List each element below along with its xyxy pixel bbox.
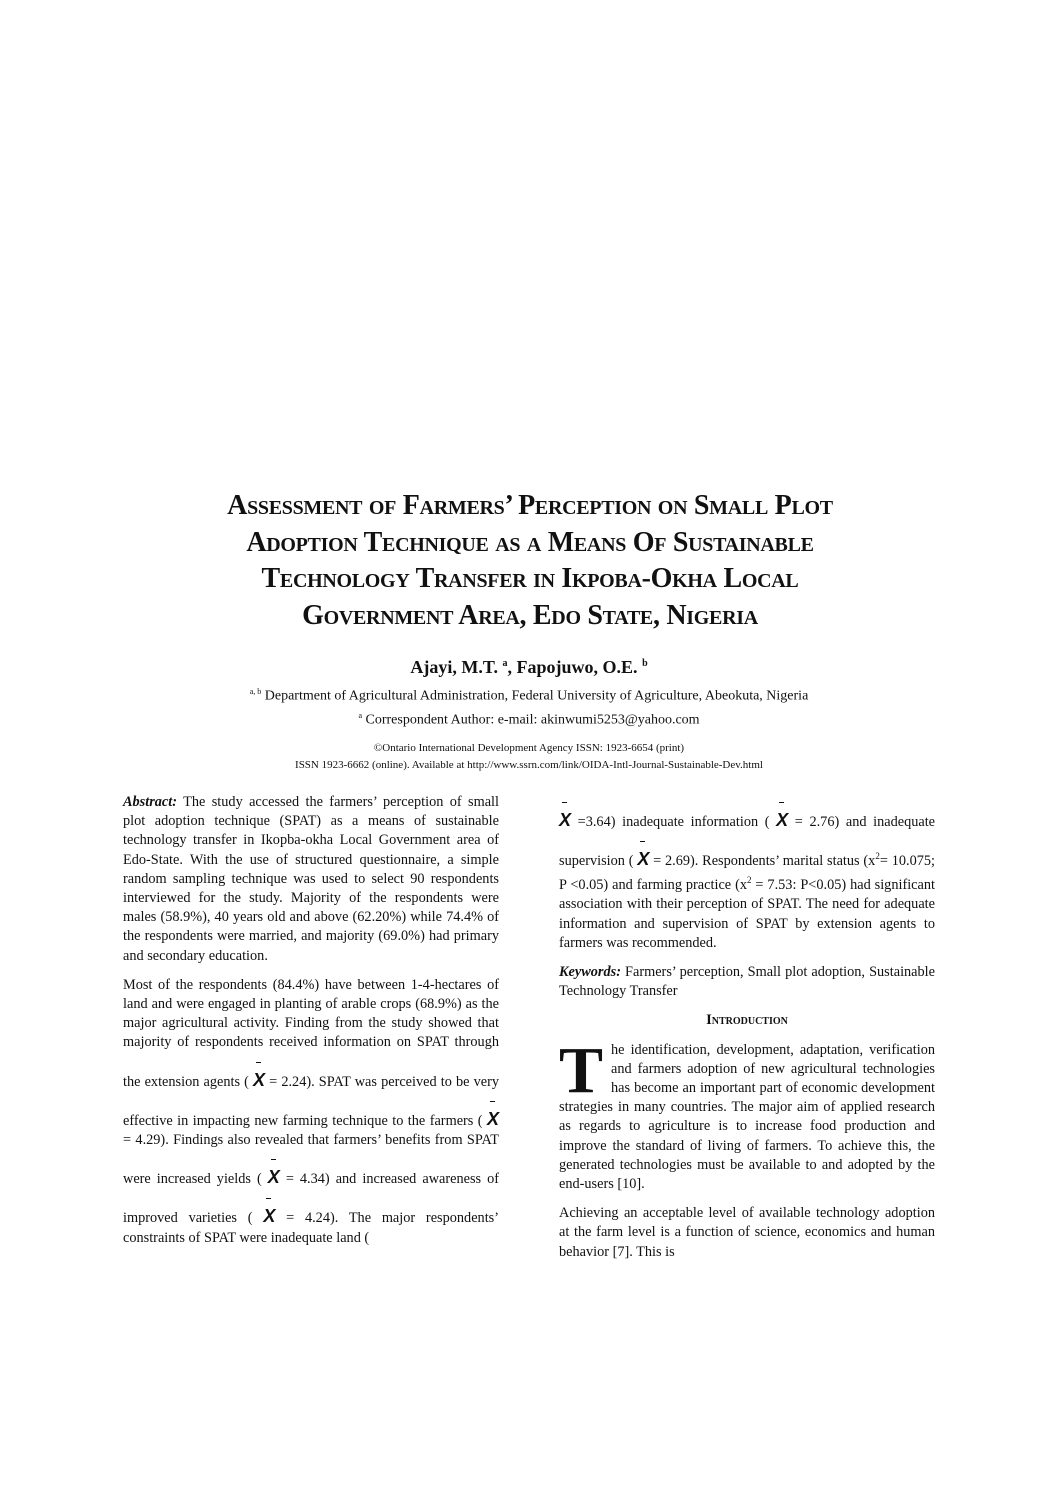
title-line: Government Area, Edo State, Nigeria [302, 599, 758, 631]
abstract-text: = 2.69). Respondents’ marital status (x [653, 853, 876, 870]
correspondent-sup: a [358, 710, 362, 720]
affiliation-sup: a, b [249, 687, 262, 696]
x-bar-symbol: X [253, 1069, 266, 1090]
abstract-paragraph-2 [123, 976, 499, 1248]
abstract-text: = 2.24). SPAT was perceived to be very effective in impacting new farming technique to the farmers ( [123, 1073, 499, 1129]
copyright-notice [0, 740, 1058, 774]
abstract-text: = 10.075; P <0.05) and farming practice (x [559, 853, 935, 894]
author-name: Ajayi, M.T. [410, 657, 499, 677]
affiliation [0, 682, 1058, 729]
intro-paragraph-1 [559, 1033, 935, 1195]
right-column [559, 793, 935, 1272]
title-line: Technology Transfer in Ikpoba-Okha Local [261, 563, 799, 594]
intro-paragraph-2 [559, 1204, 935, 1262]
keywords-paragraph [559, 963, 935, 1001]
x-bar-symbol: X [263, 1206, 276, 1227]
section-heading-introduction: Introduction [706, 1012, 788, 1029]
x-bar-symbol: X [637, 849, 650, 870]
left-column [123, 793, 499, 1258]
superscript: 2 [746, 875, 752, 886]
abstract-text: =3.64) inadequate information ( [577, 814, 770, 830]
paper-title [120, 488, 940, 634]
abstract-continuation [559, 793, 935, 953]
abstract-paragraph [123, 793, 499, 966]
keywords-text: Farmers’ perception, Small plot adoption, Sustainable Technology Transfer [559, 963, 935, 1000]
intro-text: he identification, development, adaptation, verification and farmers adoption of new agricultural technologies has become an important part of economic development strategies in many countries. The major aim of applied research as regards to agriculture is to increase food production and improve the standard of living of farmers. To achieve this, the generated technologies must be available to and adopted by the end-users [10]. [559, 1041, 935, 1193]
abstract-text: = 4.34) and increased awareness of improved varieties ( [123, 1171, 500, 1227]
drop-cap: T [559, 1033, 604, 1107]
abstract-text: The study accessed the farmers’ perception of small plot adoption technique (SPAT) as a means of sustainable technology transfer in Ikopba-okha Local Government area of Edo-State. With the use of structured questionnaire, a simple random sampling technique was used to select 90 respondents interviewed for the study. Majority of the respondents were males (58.9%), 40 years old and above (62.20%) while 74.4% of the respondents were married, and majority (69.0%) had primary and secondary education. [123, 794, 499, 964]
affiliation-text: Department of Agricultural Administration, Federal University of Agriculture, Abeokuta, Nigeria [264, 688, 809, 704]
x-bar-symbol: X [559, 810, 572, 830]
superscript: 2 [875, 851, 880, 862]
abstract-text: Most of the respondents (84.4%) have between 1-4-hectares of land and were engaged in planting of arable crops (68.9%) as the major agricultural activity. Finding from the study showed that majority of respondents received information on SPAT through the extension agents ( [123, 976, 499, 1090]
correspondent-email[interactable]: Correspondent Author: e-mail: akinwumi5253@yahoo.com [365, 712, 700, 728]
abstract-text: = 4.24). The major respondents’ constraints of SPAT were inadequate land ( [123, 1210, 499, 1246]
abstract-label: Abstract: [123, 794, 178, 810]
authors [0, 657, 1058, 678]
issn-link-line[interactable]: ISSN 1923-6662 (online). Available at http://www.ssrn.com/link/OIDA-Intl-Journal-Sustainable-Dev.html [295, 759, 763, 771]
x-bar-symbol: X [267, 1167, 280, 1188]
x-bar-symbol: X [487, 1108, 500, 1129]
title-line: Assessment of Farmers’ Perception on Small Plot [227, 490, 833, 521]
intro-text: Achieving an acceptable level of available technology adoption at the farm level is a function of science, economics and human behavior [7]. This is [559, 1205, 935, 1260]
author-sup: a [502, 658, 508, 669]
abstract-text: = 7.53: P<0.05) had significant association with their perception of SPAT. The need for adequate information and supervision of SPAT by extension agents to farmers was recommended. [559, 877, 935, 951]
title-line: Adoption Technique as a Means Of Sustainable [246, 526, 814, 558]
author-separator: , [507, 657, 517, 677]
copyright-line: ©Ontario International Development Agency ISSN: 1923-6654 (print) [373, 742, 685, 754]
author-name: Fapojuwo, O.E. [516, 657, 638, 677]
keywords-label: Keywords: [559, 963, 621, 980]
abstract-text: = 4.29). Findings also revealed that farmers’ benefits from SPAT were increased yields ( [123, 1132, 499, 1188]
x-bar-symbol: X [776, 810, 789, 830]
author-sup: b [642, 658, 648, 669]
abstract-text: = 2.76) and inadequate supervision ( [559, 814, 936, 870]
